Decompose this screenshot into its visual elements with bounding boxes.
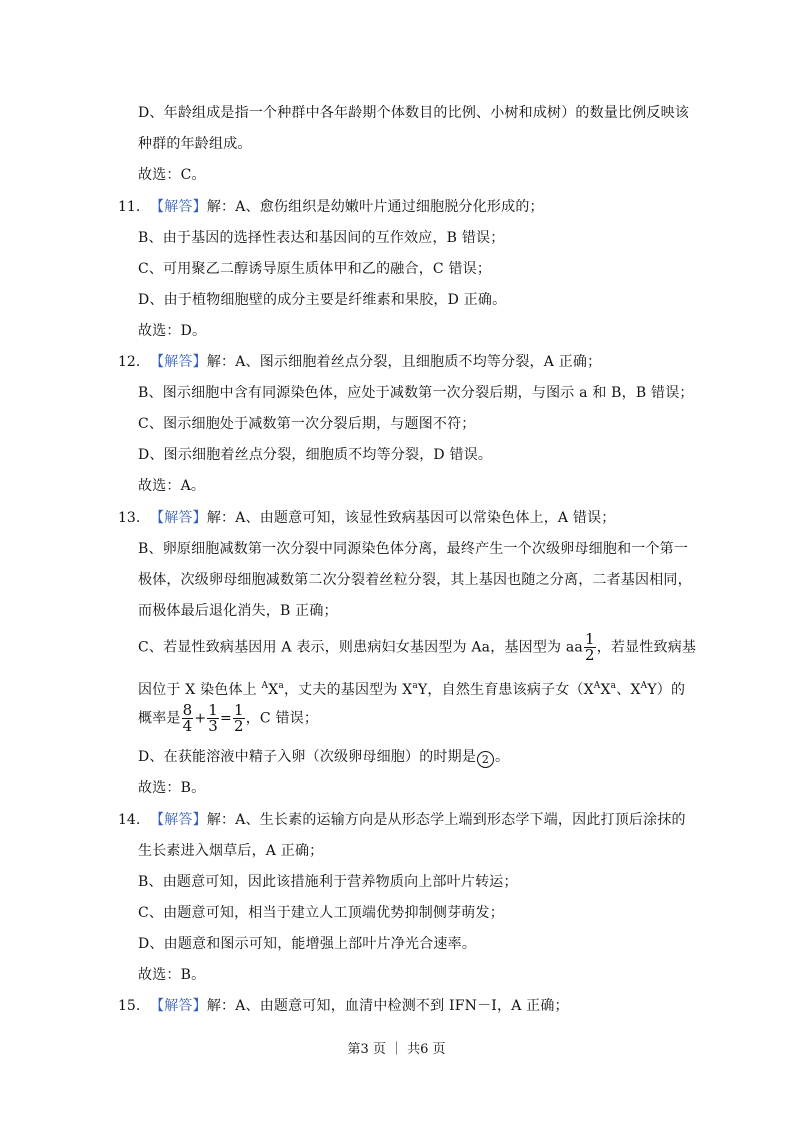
text-line: D、年龄组成是指一个种群中各年龄期个体数目的比例、小树和成树）的数量比例反映该 [138, 105, 690, 121]
text-span: ，C 错误； [245, 710, 319, 727]
text-line: D、由题意和图示可知，能增强上部叶片净光合速率。 [138, 936, 477, 952]
text-line: 极体，次级卵母细胞减数第二次分裂着丝粒分裂，其上基因也随之分离，二者基因相同， [138, 572, 692, 588]
question-number: 14. [118, 812, 141, 828]
fraction-numerator: 1 [208, 701, 219, 719]
text-line: 而极体最后退化消失，B 正确； [138, 603, 338, 619]
fraction-denominator: 2 [584, 646, 595, 664]
text-span: 、X [616, 682, 641, 698]
text-line [138, 703, 318, 734]
fraction-denominator: 3 [208, 717, 219, 735]
fraction-numerator: 1 [233, 701, 244, 719]
fraction-denominator: 4 [182, 717, 193, 735]
question-11-line [150, 198, 544, 216]
text-span: Y）的 [647, 682, 686, 698]
text-span: Y，自然生育患该病子女（X [417, 682, 594, 698]
text-line: C、由题意可知，相当于建立人工顶端优势抑制侧芽萌发； [138, 905, 504, 921]
fraction-numerator: 1 [584, 630, 595, 648]
text-line: B、由题意可知，因此该措施利于营养物质向上部叶片转运； [138, 874, 518, 890]
text-span: 。 [495, 749, 510, 765]
text-line: C、可用聚乙二醇诱导原生质体甲和乙的融合，C 错误； [138, 261, 492, 277]
text-line: B、图示细胞中含有同源染色体，应处于减数第一次分裂后期，与图示 a 和 B，B 错误； [138, 385, 694, 401]
answer-tag: 【解答】 [150, 354, 207, 370]
question-13-line [150, 509, 615, 527]
text-line: C、图示细胞处于减数第一次分裂后期，与题图不符； [138, 416, 476, 432]
text-line: 故选：A。 [138, 478, 206, 494]
question-14-line [150, 811, 686, 829]
text-line: 故选：B。 [138, 780, 206, 796]
text-line: 生长素进入烟草后，A 正确； [138, 843, 324, 859]
superscript: A [593, 681, 601, 691]
text-line: D、由于植物细胞壁的成分主要是纤维素和果胶，D 正确。 [138, 292, 507, 308]
text-line: 故选：B。 [138, 967, 206, 983]
superscript: a [278, 681, 284, 691]
question-number: 13. [118, 510, 141, 526]
text-span: ，丈夫的基因型为 X [283, 682, 413, 698]
question-number: 15. [118, 998, 141, 1014]
text-line [138, 632, 696, 663]
text-line [138, 748, 509, 768]
text-span: 解：A、愈伤组织是幼嫩叶片通过细胞脱分化形成的； [206, 199, 544, 215]
fraction [182, 703, 194, 734]
fraction-numerator: 8 [182, 701, 193, 719]
fraction [584, 632, 596, 663]
fraction-denominator: 2 [233, 717, 244, 735]
text-span: D、在获能溶液中精子入卵（次级卵母细胞）的时期是 [138, 749, 477, 765]
text-span: ，若显性致病基 [596, 639, 697, 656]
text-span: X [600, 682, 611, 698]
text-span: 解：A、图示细胞着丝点分裂，且细胞质不均等分裂，A 正确； [206, 354, 602, 370]
question-number: 12. [118, 354, 141, 370]
answer-tag: 【解答】 [150, 199, 207, 215]
superscript: A [261, 681, 269, 691]
question-15-line [150, 997, 569, 1015]
answer-tag: 【解答】 [150, 998, 207, 1014]
text-span: 解：A、由题意可知，血清中检测不到 IFN－Ⅰ，A 正确； [206, 998, 569, 1014]
question-12-line [150, 353, 601, 371]
text-span: X [268, 682, 279, 698]
superscript: a [610, 681, 617, 691]
text-line: B、卵原细胞减数第一次分裂中同源染色体分离，最终产生一个次级卵母细胞和一个第一 [138, 541, 689, 557]
superscript: A [640, 681, 648, 691]
circled-number: 2 [477, 751, 494, 768]
question-number: 11. [118, 199, 141, 215]
fraction [233, 703, 245, 734]
text-span: 解：A、生长素的运输方向是从形态学上端到形态学下端，因此打顶后涂抹的 [206, 812, 686, 828]
fraction [207, 703, 219, 734]
answer-tag: 【解答】 [150, 510, 207, 526]
text-line: 故选：C。 [138, 167, 206, 183]
equals-sign: = [220, 710, 232, 727]
text-line [138, 677, 685, 699]
page-footer: 第3 页 ｜ 共6 页 [347, 1042, 446, 1057]
superscript: a [412, 681, 418, 691]
answer-tag: 【解答】 [150, 812, 207, 828]
text-span: C、若显性致病基因用 A 表示，则患病妇女基因型为 Aa，基因型为 aa [138, 639, 583, 656]
text-span: 概率是 [138, 710, 181, 727]
text-line: B、由于基因的选择性表达和基因间的互作效应，B 错误； [138, 230, 505, 246]
text-line: 故选：D。 [138, 323, 207, 339]
text-span: 因位于 X 染色体上 [138, 682, 262, 698]
text-span: 解：A、由题意可知，该显性致病基因可以常染色体上，A 错误； [206, 510, 616, 526]
plus-sign: + [194, 710, 207, 727]
text-line: 种群的年龄组成。 [138, 136, 252, 152]
text-line: D、图示细胞着丝点分裂，细胞质不均等分裂，D 错误。 [138, 447, 493, 463]
